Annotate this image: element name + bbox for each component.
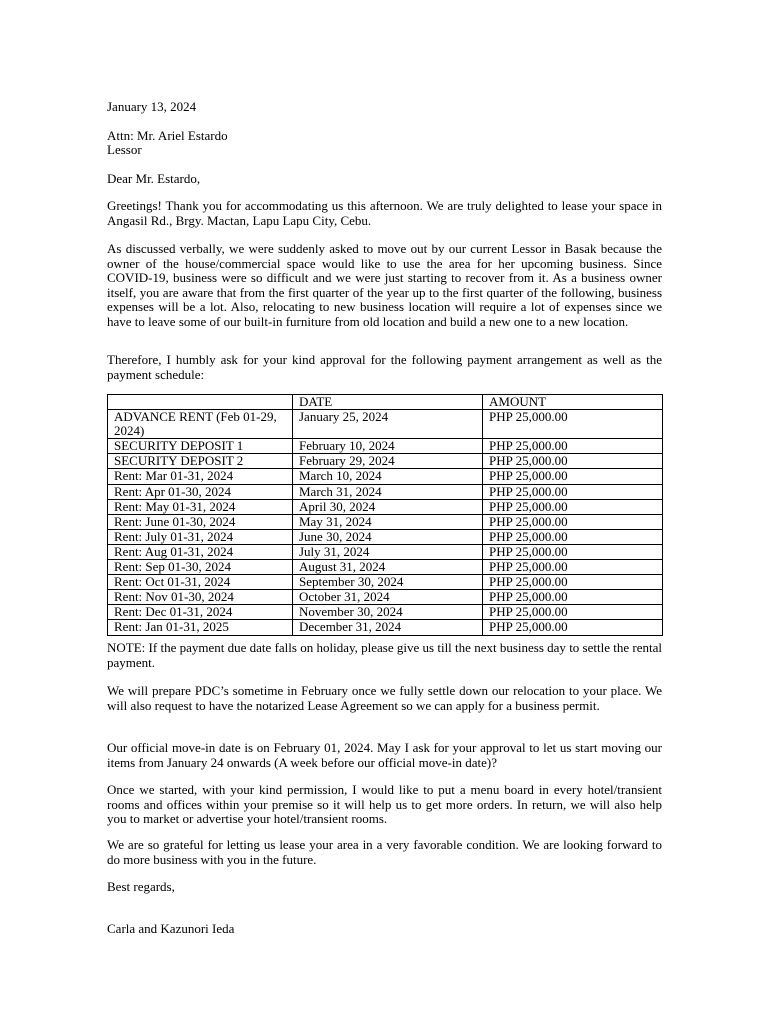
cell-date: May 31, 2024 [293, 514, 483, 529]
cell-date: December 31, 2024 [293, 620, 483, 635]
cell-amount: PHP 25,000.00 [483, 469, 663, 484]
cell-date: October 31, 2024 [293, 590, 483, 605]
table-row [108, 620, 663, 635]
table-row [108, 514, 663, 529]
cell-item: ADVANCE RENT (Feb 01-29, 2024) [108, 410, 293, 439]
cell-date: September 30, 2024 [293, 575, 483, 590]
cell-date: June 30, 2024 [293, 529, 483, 544]
cell-item: Rent: July 01-31, 2024 [108, 529, 293, 544]
cell-item: Rent: Aug 01-31, 2024 [108, 544, 293, 559]
cell-item: Rent: May 01-31, 2024 [108, 499, 293, 514]
paragraph-note: NOTE: If the payment due date falls on holiday, please give us till the next business day to settle the rental payment. [107, 640, 662, 670]
table-row [108, 484, 663, 499]
cell-date: March 10, 2024 [293, 469, 483, 484]
table-row [108, 529, 663, 544]
table-header-row [108, 395, 663, 410]
cell-date: February 10, 2024 [293, 439, 483, 454]
cell-date: January 25, 2024 [293, 410, 483, 439]
closing: Best regards, [107, 879, 175, 894]
table-row [108, 454, 663, 469]
table-row [108, 439, 663, 454]
cell-date: July 31, 2024 [293, 544, 483, 559]
salutation: Dear Mr. Estardo, [107, 171, 201, 186]
cell-amount: PHP 25,000.00 [483, 514, 663, 529]
cell-amount: PHP 25,000.00 [483, 605, 663, 620]
paragraph-gratitude: We are so grateful for letting us lease your area in a very favorable condition. We are looking forward to do more business with you in the future. [107, 837, 662, 867]
cell-amount: PHP 25,000.00 [483, 484, 663, 499]
letter-date: January 13, 2024 [107, 99, 197, 114]
cell-item: Rent: Mar 01-31, 2024 [108, 469, 293, 484]
paragraph-menu-board: Once we started, with your kind permission, I would like to put a menu board in every hotel/transient rooms and offices within your premise so it will help us to get more orders. In return, we will also help you to market or advertise your hotel/transient rooms. [107, 782, 662, 827]
cell-amount: PHP 25,000.00 [483, 410, 663, 439]
recipient-role: Lessor [107, 142, 142, 157]
header-date: DATE [293, 395, 483, 410]
signature: Carla and Kazunori Ieda [107, 921, 235, 936]
table-row [108, 605, 663, 620]
cell-date: August 31, 2024 [293, 560, 483, 575]
paragraph-background: As discussed verbally, we were suddenly asked to move out by our current Lessor in Basak because the owner of the house/commercial space would like to use the area for her upcoming business. Since COVID-19, business were so difficult and we were just starting to recover from it. As a business owner itself, you are aware that from the first quarter of the year up to the first quarter of the following, business expenses will be a lot. Also, relocating to new business location will require a lot of expenses since we have to leave some of our built-in furniture from old location and build a new one to a new location. [107, 241, 662, 329]
cell-item: Rent: June 01-30, 2024 [108, 514, 293, 529]
cell-date: April 30, 2024 [293, 499, 483, 514]
cell-amount: PHP 25,000.00 [483, 575, 663, 590]
cell-item: Rent: Dec 01-31, 2024 [108, 605, 293, 620]
table-row [108, 544, 663, 559]
cell-item: Rent: Jan 01-31, 2025 [108, 620, 293, 635]
cell-item: Rent: Nov 01-30, 2024 [108, 590, 293, 605]
payment-schedule-table [107, 394, 663, 636]
table-row [108, 590, 663, 605]
table-row [108, 499, 663, 514]
cell-date: March 31, 2024 [293, 484, 483, 499]
cell-item: SECURITY DEPOSIT 2 [108, 454, 293, 469]
cell-amount: PHP 25,000.00 [483, 620, 663, 635]
cell-amount: PHP 25,000.00 [483, 499, 663, 514]
header-amount: AMOUNT [483, 395, 663, 410]
cell-amount: PHP 25,000.00 [483, 544, 663, 559]
table-row [108, 560, 663, 575]
cell-amount: PHP 25,000.00 [483, 454, 663, 469]
paragraph-pdc: We will prepare PDC’s sometime in February once we fully settle down our relocation to your place. We will also request to have the notarized Lease Agreement so we can apply for a business permit. [107, 683, 662, 713]
cell-amount: PHP 25,000.00 [483, 590, 663, 605]
paragraph-request: Therefore, I humbly ask for your kind approval for the following payment arrangement as well as the payment schedule: [107, 352, 662, 382]
table-row [108, 469, 663, 484]
cell-date: February 29, 2024 [293, 454, 483, 469]
cell-amount: PHP 25,000.00 [483, 529, 663, 544]
header-item [108, 395, 293, 410]
paragraph-greeting: Greetings! Thank you for accommodating us this afternoon. We are truly delighted to lease your space in Angasil Rd., Brgy. Mactan, Lapu Lapu City, Cebu. [107, 198, 662, 228]
cell-item: Rent: Apr 01-30, 2024 [108, 484, 293, 499]
cell-item: Rent: Sep 01-30, 2024 [108, 560, 293, 575]
cell-amount: PHP 25,000.00 [483, 560, 663, 575]
table-row [108, 410, 663, 439]
cell-item: Rent: Oct 01-31, 2024 [108, 575, 293, 590]
cell-date: November 30, 2024 [293, 605, 483, 620]
cell-amount: PHP 25,000.00 [483, 439, 663, 454]
cell-item: SECURITY DEPOSIT 1 [108, 439, 293, 454]
attention-line: Attn: Mr. Ariel Estardo [107, 128, 228, 143]
table-row [108, 575, 663, 590]
paragraph-move-in: Our official move-in date is on February 01, 2024. May I ask for your approval to let us start moving our items from January 24 onwards (A week before our official move-in date)? [107, 740, 662, 770]
